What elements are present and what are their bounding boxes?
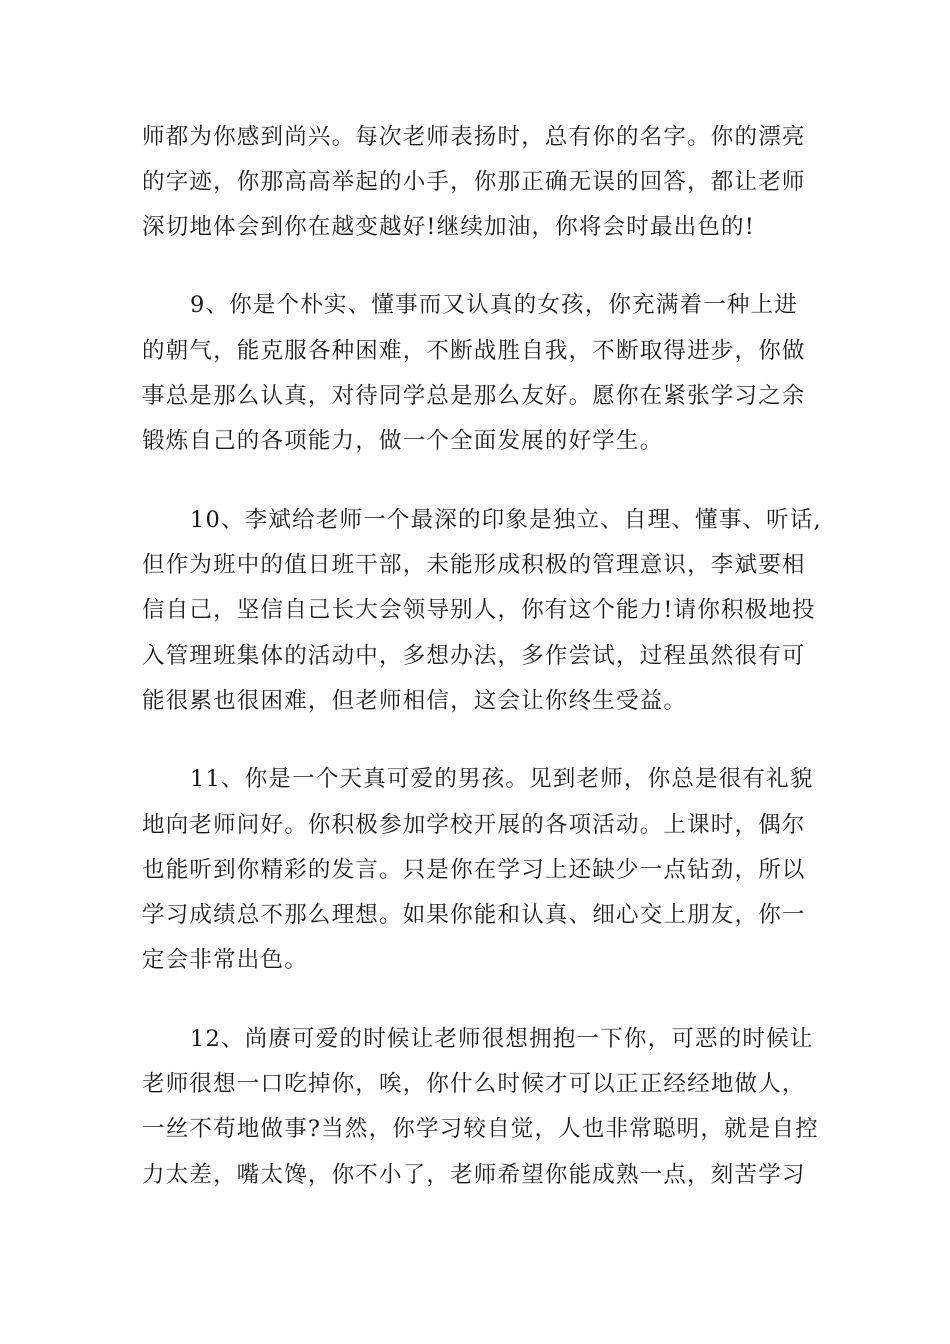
paragraph-12-line-4: 力太差，嘴太馋，你不小了，老师希望你能成熟一点，刻苦学习 — [142, 1162, 806, 1188]
paragraph-12-line-2: 老师很想一口吃掉你，唉，你什么时候才可以正正经经地做人， — [142, 1071, 806, 1097]
paragraph-12-line-1: 12、尚赓可爱的时候让老师很想拥抱一下你，可恶的时候让 — [190, 1026, 814, 1052]
paragraph-1-line-1: 师都为你感到尚兴。每次老师表扬时，总有你的名字。你的漂亮 — [142, 124, 806, 150]
paragraph-10-line-2: 但作为班中的值日班干部，未能形成积极的管理意识，李斌要相 — [142, 552, 806, 578]
paragraph-11-line-5: 定会非常出色。 — [142, 947, 308, 973]
paragraph-9-line-4: 锻炼自己的各项能力，做一个全面发展的好学生。 — [142, 428, 664, 454]
paragraph-9-line-2: 的朝气，能克服各种困难，不断战胜自我，不断取得进步，你做 — [142, 338, 806, 364]
paragraph-11-line-3: 也能听到你精彩的发言。只是你在学习上还缺少一点钻劲，所以 — [142, 857, 806, 883]
paragraph-11-line-2: 地向老师问好。你积极参加学校开展的各项活动。上课时，偶尔 — [142, 812, 806, 838]
paragraph-1-line-3: 深切地体会到你在越变越好!继续加油，你将会时最出色的! — [142, 214, 755, 240]
paragraph-9-line-1: 9、你是个朴实、懂事而又认真的女孩，你充满着一种上进 — [190, 292, 799, 318]
paragraph-9-line-3: 事总是那么认真，对待同学总是那么友好。愿你在紧张学习之余 — [142, 383, 806, 409]
paragraph-10-line-1: 10、李斌给老师一个最深的印象是独立、自理、懂事、听话, — [190, 507, 822, 533]
paragraph-10-line-4: 入管理班集体的活动中，多想办法，多作尝试，过程虽然很有可 — [142, 643, 806, 669]
paragraph-11-line-4: 学习成绩总不那么理想。如果你能和认真、细心交上朋友，你一 — [142, 902, 806, 928]
paragraph-11-line-1: 11、你是一个天真可爱的男孩。见到老师，你总是很有礼貌 — [190, 766, 814, 792]
paragraph-1-line-2: 的字迹，你那高高举起的小手，你那正确无误的回答，都让老师 — [142, 169, 806, 195]
paragraph-10-line-3: 信自己，坚信自己长大会领导别人，你有这个能力!请你积极地投 — [142, 597, 816, 623]
paragraph-12-line-3: 一丝不苟地做事?当然，你学习较自觉，人也非常聪明，就是自控 — [142, 1116, 819, 1142]
paragraph-10-line-5: 能很累也很困难，但老师相信，这会让你终生受益。 — [142, 688, 688, 714]
